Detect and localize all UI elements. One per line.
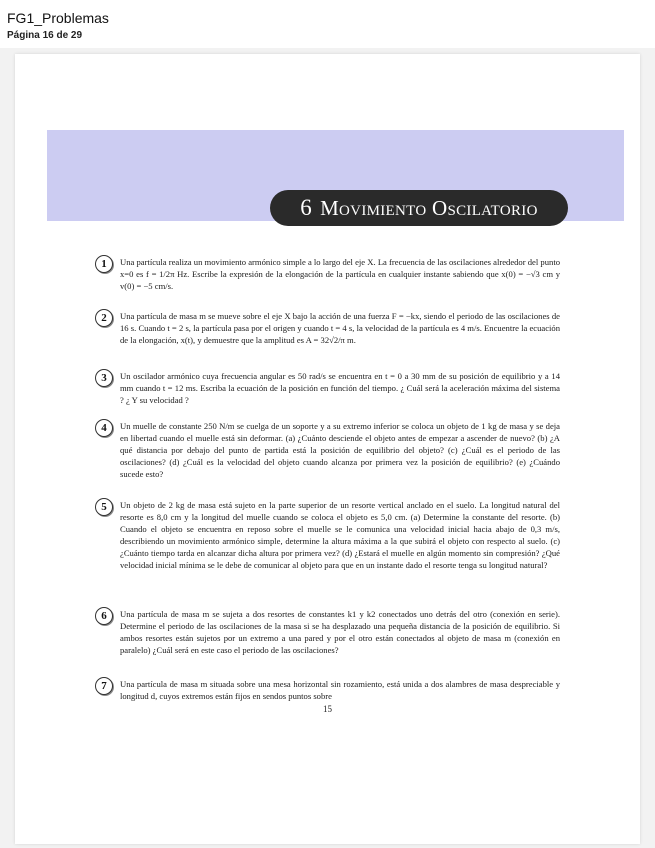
page-number: 15 <box>323 704 332 714</box>
problem-number-badge: 4 <box>95 419 113 437</box>
document-canvas[interactable] <box>0 48 655 848</box>
pdf-page <box>15 54 640 844</box>
problem-text: Un muelle de constante 250 N/m se cuelga de un soporte y a su extremo inferior se coloca un objeto de 1 kg de masa y se deja en libertad cuando el muelle está sin deformar. (a) ¿Cuánto desciende el objeto antes de empezar a ascender de nuevo? (b) ¿A qué distancia por debajo del punto de partida está la posición de equilibrio del objeto? (c) ¿Cuál es el periodo de las oscilaciones? (d) ¿Cuál es la velocidad del objeto cuando alcanza por primera vez la posición de equilibrio? (e) ¿Cuándo sucede esto? <box>120 421 560 479</box>
problem-number-badge: 7 <box>95 677 113 695</box>
page-indicator: Página 16 de 29 <box>7 30 83 41</box>
problem-3 <box>101 370 560 406</box>
viewer-header <box>0 0 655 46</box>
chapter-heading <box>270 190 568 226</box>
problem-6 <box>101 608 560 656</box>
problem-number-badge: 6 <box>95 607 113 625</box>
problem-7 <box>101 678 560 702</box>
document-title: FG1_Problemas <box>7 10 109 26</box>
problem-4 <box>101 420 560 480</box>
problem-text: Un objeto de 2 kg de masa está sujeto en la parte superior de un resorte vertical anclado en el suelo. La longitud natural del resorte es 8,0 cm y la longitud del muelle cuando se coloca el objeto es 5,0 cm. (a) Determine la constante del resorte. (b) Cuando el objeto se encuentra en reposo sobre el muelle se le comunica una velocidad inicial hacia abajo de 0,3 m/s, describiendo un movimiento armónico simple, determine la altura máxima a la que subirá el objeto con respecto al suelo. (c) ¿Cuánto tiempo tarda en alcanzar dicha altura por primera vez? (d) ¿Estará el muelle en algún momento sin compresión? ¿Qué velocidad inicial mínima se le debe de comunicar al objeto para que en un instante dado el resorte tenga su longitud natural? <box>120 500 560 570</box>
problem-5 <box>101 499 560 571</box>
problem-text: Una partícula realiza un movimiento armónico simple a lo largo del eje X. La frecuencia de las oscilaciones alrededor del punto x=0 es f = 1/2π Hz. Escribe la expresión de la elongación de la partícula en cualquier instante sabiendo que x(0) = −√3 cm y v(0) = −5 cm/s. <box>120 257 560 291</box>
problem-number-badge: 1 <box>95 255 113 273</box>
problem-text: Una partícula de masa m se sujeta a dos resortes de constantes k1 y k2 conectados uno detrás del otro (conexión en serie). Determine el periodo de las oscilaciones de la masa si se ha desplazado una pequeña distancia de la posición de equilibrio. Si ambos resortes están sujetos por un extremo a una pared y por el otro están conectados al objeto de masa m (conexión en paralelo) ¿Cuál será en este caso el periodo de las oscilaciones? <box>120 609 560 655</box>
problem-text: Un oscilador armónico cuya frecuencia angular es 50 rad/s se encuentra en t = 0 a 30 mm de su posición de equilibrio y a 14 mm cuando t = 12 ms. Escriba la ecuación de la posición en función del tiempo. ¿ Cuál será la aceleración máxima del sistema ? ¿ Y su velocidad ? <box>120 371 560 405</box>
problem-text: Una partícula de masa m situada sobre una mesa horizontal sin rozamiento, está unida a dos alambres de masa despreciable y longitud d, cuyos extremos están fijos en sendos puntos sobre <box>120 679 560 701</box>
problem-number-badge: 3 <box>95 369 113 387</box>
problem-number-badge: 5 <box>95 498 113 516</box>
problem-text: Una partícula de masa m se mueve sobre el eje X bajo la acción de una fuerza F = −kx, siendo el periodo de las oscilaciones de 16 s. Cuando t = 2 s, la partícula pasa por el origen y cuando t = 4 s, la velocidad de la partícula es 4 m/s. Encuentre la ecuación de la elongación, x(t), y demuestre que la amplitud es A = 32√2/π m. <box>120 311 560 345</box>
problem-1 <box>101 256 560 292</box>
chapter-title: Movimiento Oscilatorio <box>320 196 538 220</box>
chapter-number: 6 <box>300 195 313 220</box>
problem-2 <box>101 310 560 346</box>
problem-number-badge: 2 <box>95 309 113 327</box>
